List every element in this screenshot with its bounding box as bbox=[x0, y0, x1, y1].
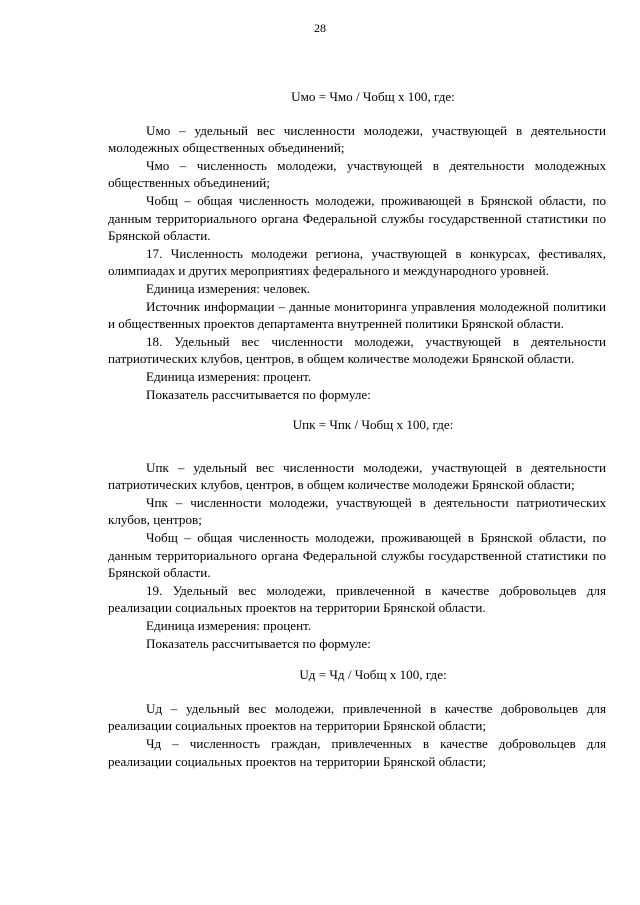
formula-patriotic-clubs: Uпк = Чпк / Чобщ х 100, где: bbox=[292, 417, 454, 433]
paragraph-formula-intro-2: Показатель рассчитывается по формуле: bbox=[146, 635, 371, 651]
paragraph-info-source: Источник информации – данные мониторинга управления молодежной политики и общественных проектов департамента внутренней политики Брянской области. bbox=[108, 298, 606, 332]
paragraph-formula-intro: Показатель рассчитывается по формуле: bbox=[146, 386, 371, 402]
paragraph-upk-definition: Uпк – удельный вес численности молодежи, участвующей в деятельности патриотических клубов, центров, в общем количестве молодежи Брянской области; bbox=[108, 459, 606, 493]
paragraph-chd-definition: Чд – численность граждан, привлеченных в качестве добровольцев для реализации социальных проектов на территории Брянской области; bbox=[108, 736, 606, 769]
paragraph-ud-definition: Uд – удельный вес молодежи, привлеченной в качестве добровольцев для реализации социальных проектов на территории Брянской области; bbox=[108, 700, 606, 734]
paragraph-chobsch-definition: Чобщ – общая численность молодежи, проживающей в Брянской области, по данным территориального органа Федеральной службы государственной статистики по Брянской области. bbox=[108, 192, 606, 244]
paragraph-chobsch-definition-2: Чобщ – общая численность молодежи, проживающей в Брянской области, по данным территориального органа Федеральной службы государственной статистики по Брянской области. bbox=[108, 530, 606, 581]
paragraph-item-17: 17. Численность молодежи региона, участвующей в конкурсах, фестивалях, олимпиадах и других мероприятиях федерального и международного уровней. bbox=[108, 245, 606, 279]
paragraph-unit-percent: Единица измерения: процент. bbox=[146, 368, 312, 384]
formula-youth-organizations: Uмо = Чмо / Чобщ х 100, где: bbox=[291, 89, 455, 104]
paragraph-chmo-definition: Чмо – численность молодежи, участвующей в деятельности молодежных общественных объединений; bbox=[108, 157, 606, 191]
paragraph-unit-percent-2: Единица измерения: процент. bbox=[146, 618, 312, 634]
paragraph-umo-definition: Uмо – удельный вес численности молодежи, участвующей в деятельности молодежных общественных объединений; bbox=[108, 122, 606, 156]
document-body bbox=[108, 88, 606, 770]
paragraph-unit-persons: Единица измерения: человек. bbox=[146, 280, 311, 296]
paragraph-item-19: 19. Удельный вес молодежи, привлеченной в качестве добровольцев для реализации социальных проектов на территории Брянской области. bbox=[108, 582, 606, 616]
formula-volunteers: Uд = Чд / Чобщ х 100, где: bbox=[299, 667, 447, 683]
paragraph-chpk-definition: Чпк – численности молодежи, участвующей в деятельности патриотических клубов, центров; bbox=[108, 494, 606, 528]
page-number: 28 bbox=[314, 21, 326, 35]
paragraph-item-18: 18. Удельный вес численности молодежи, участвующей в деятельности патриотических клубов, центров, в общем количестве молодежи Брянской области. bbox=[108, 333, 606, 367]
